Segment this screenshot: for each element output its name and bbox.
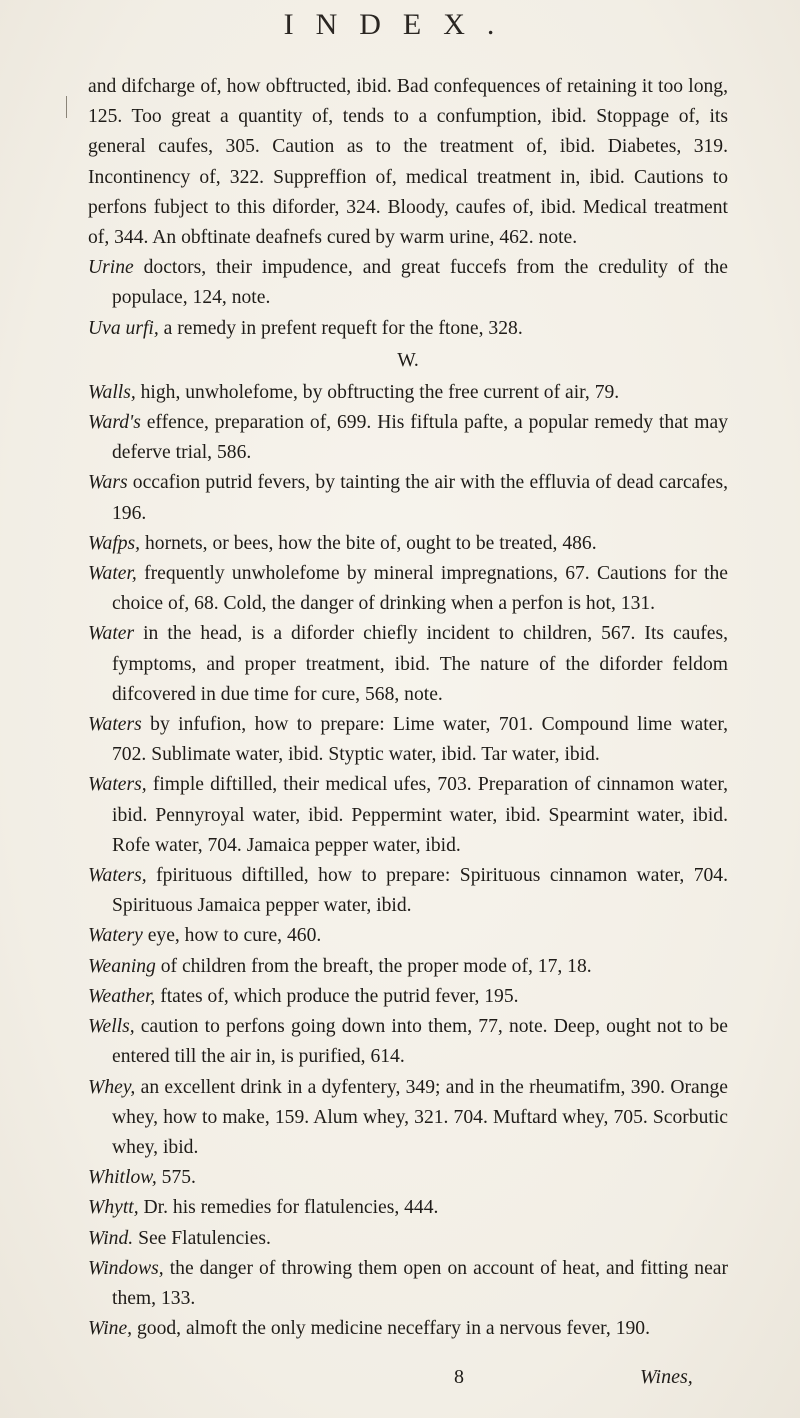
- entry-headword: Weather,: [88, 985, 156, 1007]
- entry-headword: Waters,: [88, 865, 147, 887]
- entry-text: fpirituous diftilled, how to prepare: Spirituous cinnamon water, 704. Spirituous Jamaica pepper water, ibid.: [112, 865, 728, 917]
- index-entry: [88, 982, 728, 1012]
- index-entry: [88, 314, 728, 344]
- entry-headword: Whytt,: [88, 1197, 139, 1219]
- catchword: Wines,: [640, 1366, 693, 1388]
- entry-headword: Whitlow,: [88, 1167, 157, 1189]
- entry-headword: Walls,: [88, 381, 136, 403]
- entry-text: fimple diftilled, their medical ufes, 703. Preparation of cinnamon water, ibid. Pennyroyal water, ibid. Peppermint water, ibid. Spearmint water, ibid. Rofe water, 704. Jamaica pepper water, ibid.: [112, 774, 728, 856]
- margin-mark: [66, 96, 67, 118]
- entry-text: 575.: [156, 1167, 196, 1189]
- entry-text: eye, how to cure, 460.: [142, 925, 322, 947]
- index-entry: [88, 253, 728, 313]
- entry-headword: Waters: [88, 714, 142, 736]
- index-body: [88, 72, 728, 1344]
- index-entry: [88, 861, 728, 921]
- entry-text: a remedy in prefent requeft for the ftone, 328.: [158, 317, 523, 339]
- entry-headword: Wells,: [88, 1016, 135, 1038]
- index-entry: [88, 1193, 728, 1223]
- index-entry: [88, 921, 728, 951]
- index-entry: [88, 1012, 728, 1072]
- entry-text: an excellent drink in a dyfentery, 349; and in the rheumatifm, 390. Orange whey, how to make, 159. Alum whey, 321. 704. Muftard whey, 705. Scorbutic whey, ibid.: [112, 1076, 728, 1158]
- entry-headword: Water,: [88, 563, 137, 585]
- entry-text: the danger of throwing them open on account of heat, and fitting near them, 133.: [112, 1257, 728, 1309]
- index-entry: [88, 1224, 728, 1254]
- index-entry: [88, 529, 728, 559]
- entry-text: occafion putrid fevers, by tainting the air with the effluvia of dead carcafes, 196.: [112, 472, 728, 524]
- index-entry: [88, 1254, 728, 1314]
- entry-headword: Wine,: [88, 1318, 133, 1340]
- entry-headword: Whey,: [88, 1076, 136, 1098]
- entry-text: good, almoft the only medicine neceffary in a nervous fever, 190.: [132, 1318, 650, 1340]
- entry-headword: Weaning: [88, 955, 156, 977]
- entry-text: high, unwholefome, by obftructing the free current of air, 79.: [135, 381, 620, 403]
- entry-headword: Windows,: [88, 1257, 164, 1279]
- entry-headword: Wind.: [88, 1227, 134, 1249]
- entry-text: doctors, their impudence, and great fuccefs from the credulity of the populace, 124, note.: [112, 257, 728, 309]
- section-letter: W.: [397, 349, 419, 371]
- entry-text: See Flatulencies.: [133, 1227, 271, 1249]
- index-entry: [88, 770, 728, 861]
- index-entry: [88, 1073, 728, 1164]
- index-entry: [88, 619, 728, 710]
- entry-text: of children from the breaft, the proper mode of, 17, 18.: [155, 955, 592, 977]
- entry-text: Dr. his remedies for flatulencies, 444.: [138, 1197, 439, 1219]
- entry-text: ftates of, which produce the putrid fever, 195.: [155, 985, 519, 1007]
- entry-text: and difcharge of, how obftructed, ibid. Bad confequences of retaining it too long, 125. Too great a quantity of, tends to a confumption, ibid. Stoppage of, its general caufes, 305. Caution as to the treatment of, ibid. Diabetes, 319. Incontinency of, 322. Suppreffion of, medical treatment in, ibid. Cautions to perfons fubject to this diforder, 324. Bloody, caufes of, ibid. Medical treatment of, 344. An obftinate deafnefs cured by warm urine, 462. note.: [88, 76, 728, 249]
- entry-text: caution to perfons going down into them, 77, note. Deep, ought not to be entered till the air in, is purified, 614.: [112, 1016, 728, 1068]
- entry-headword: Waters,: [88, 774, 147, 796]
- index-entry: [88, 1163, 728, 1193]
- entry-headword: Urine: [88, 257, 134, 279]
- entry-headword: Ward's: [88, 412, 141, 434]
- index-entry: [88, 559, 728, 619]
- entry-text: by infufion, how to prepare: Lime water, 701. Compound lime water, 702. Sublimate water, ibid. Styptic water, ibid. Tar water, ibid.: [112, 714, 728, 766]
- entry-text: effence, preparation of, 699. His fiftula pafte, a popular remedy that may deferve trial, 586.: [112, 412, 728, 464]
- entry-headword: Uva urfi,: [88, 317, 159, 339]
- index-entry: [88, 72, 728, 253]
- entry-headword: Watery: [88, 925, 143, 947]
- index-entry: [88, 1314, 728, 1344]
- index-entry: [88, 378, 728, 408]
- index-entry: [88, 408, 728, 468]
- entry-headword: Wafps,: [88, 532, 141, 554]
- entry-text: in the head, is a diforder chiefly incident to children, 567. Its caufes, fymptoms, and proper treatment, ibid. The nature of the diforder feldom difcovered in due time for cure, 568, note.: [112, 623, 728, 705]
- index-entry: [88, 468, 728, 528]
- entry-text: frequently unwholefome by mineral impregnations, 67. Cautions for the choice of, 68. Cold, the danger of drinking when a perfon is hot, 131.: [112, 563, 728, 615]
- page-header: INDEX.: [283, 8, 517, 41]
- entry-headword: Wars: [88, 472, 128, 494]
- entry-headword: Water: [88, 623, 135, 645]
- index-entry: [88, 710, 728, 770]
- entry-text: hornets, or bees, how the bite of, ought to be treated, 486.: [140, 532, 597, 554]
- signature-mark: 8: [454, 1366, 464, 1388]
- index-entry: [88, 952, 728, 982]
